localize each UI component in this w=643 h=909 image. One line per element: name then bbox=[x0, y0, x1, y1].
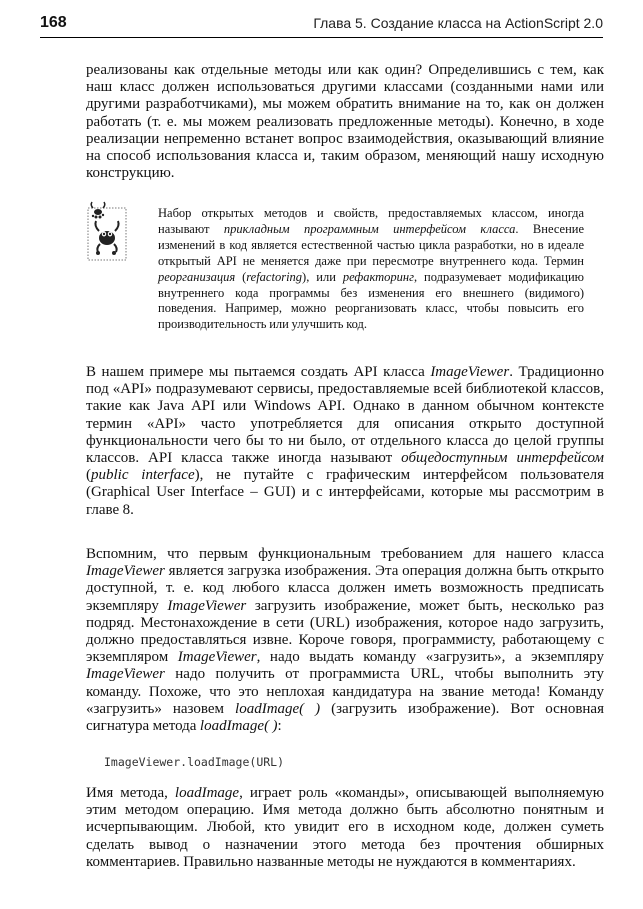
paragraph-1: реализованы как отдельные методы или как один? Определившись с тем, как наш класс должен использоваться другими классами (созданными нами или другими разработчиками), мы можем обратить внимание на то, как он должен работать (т. е. мы можем реализовать предложенные методы). Конечно, в ходе реализации непременно встанет вопрос взаимодействия, оказывающий влияние на способ использования класса и, таким образом, меняющий нашу исходную конструкцию. bbox=[86, 62, 604, 182]
header-rule bbox=[40, 37, 603, 38]
code-sample: ImageViewer.loadImage(URL) bbox=[104, 755, 285, 769]
note-text: Набор открытых методов и свойств, предоставляемых классом, иногда называют прикладным программным интерфейсом класса. Внесение изменений в код является естественной частью цикла разработки, но в идеале открытый API не меняется даже при пересмотре внутреннего кода. Термин реорганизация (refactoring), или рефакторинг, подразумевает модификацию внутреннего кода программы без изменения его внешнего (видимого) поведения. Например, можно реорганизовать класс, чтобы повысить его производительность или улучшить код. bbox=[158, 206, 585, 332]
scorpion-icon bbox=[84, 200, 130, 264]
paragraph-2: В нашем примере мы пытаемся создать API класса ImageViewer. Традиционно под «API» подразумевают сервисы, предоставляемые всей библиотекой классов, такие как Java API или Windows API. Однако в данном обычном контексте термин «API» часто употребляется для описания открыто доступной функциональности чего бы то ни было, от отдельного класса до целой группы классов. API класса также иногда называют общедоступным интерфейсом (public interface), не путайте с графическим интерфейсом пользователя (Graphical User Interface – GUI) и с интерфейсами, которые мы рассмотрим в главе 8. bbox=[86, 364, 605, 518]
running-title: Глава 5. Создание класса на ActionScript 2.0 bbox=[313, 15, 603, 31]
paragraph-3: Вспомним, что первым функциональным требованием для нашего класса ImageViewer является загрузка изображения. Эта операция должна быть открыто доступной, т. е. код любого класса должен иметь возможность предписать экземпляру ImageViewer загрузить изображение, может быть, несколько раз подряд. Местонахождение в сети (URL) изображения, которое надо загрузить, должно предоставляться извне. Короче говоря, программисту, работающему с экземпляром ImageViewer, надо выдать команду «загрузить», а экземпляру ImageViewer надо получить от программиста URL, чтобы выполнить эту команду. Похоже, что это неплохая кандидатура на звание метода! Команду «загрузить» назовем loadImage( ) (загрузить изображение). Вот основная сигнатура метода loadImage( ): bbox=[86, 546, 604, 735]
page-header bbox=[40, 12, 603, 36]
paragraph-4: Имя метода, loadImage, играет роль «команды», описывающей выполняемую этим методом операцию. Имя метода должно быть абсолютно понятным и исчерпывающим. Любой, кто увидит его в исходном коде, должен суметь сделать вывод о назначении этого метода без прочтения обширных комментариев. Правильно названные методы не нуждаются в комментариях. bbox=[86, 785, 604, 870]
page-number: 168 bbox=[40, 14, 67, 31]
